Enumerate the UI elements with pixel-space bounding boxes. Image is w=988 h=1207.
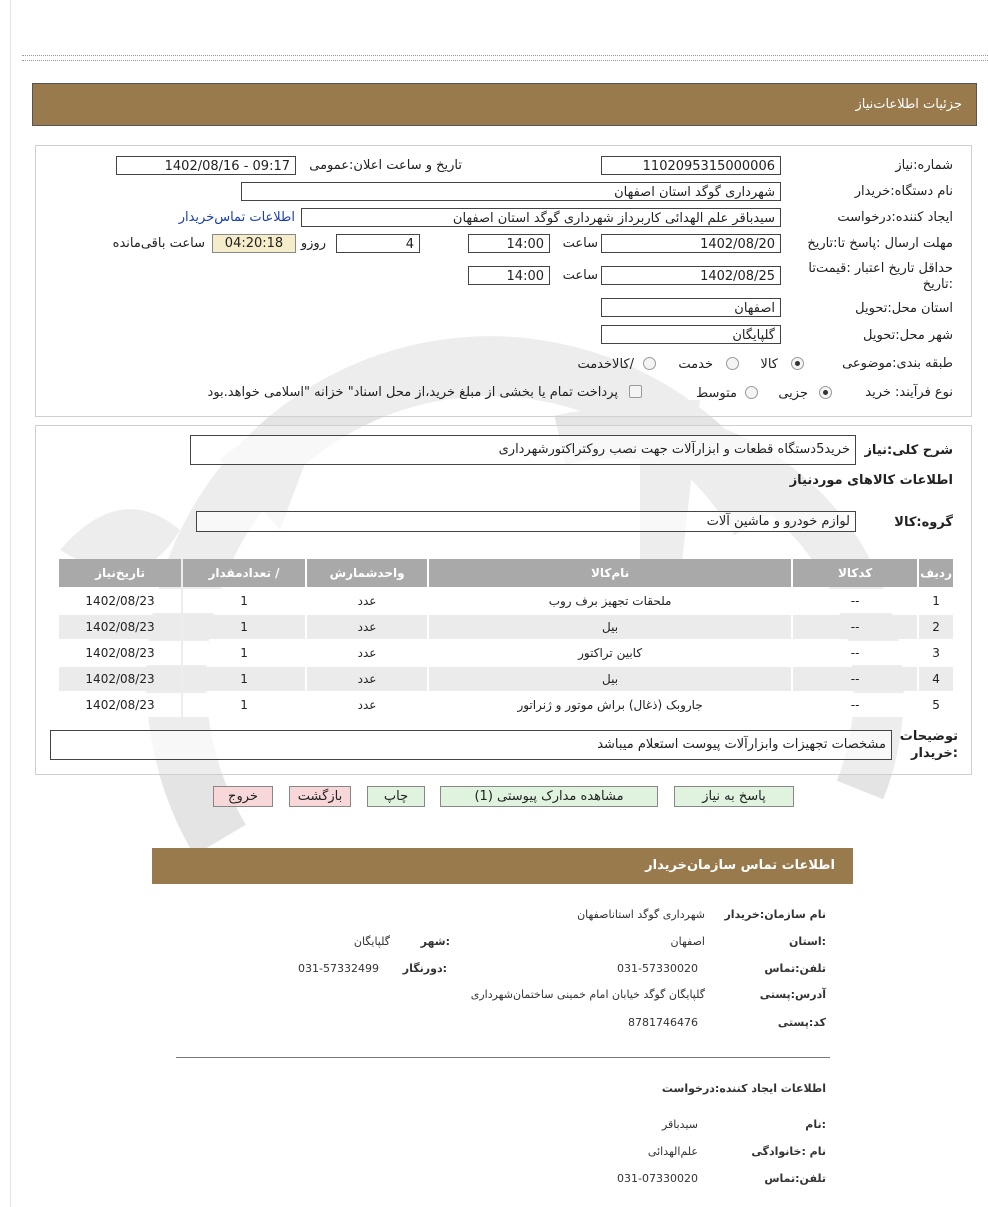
- cell-qty: 1: [183, 667, 305, 691]
- requester-family-value: علم‌الهدائی: [647, 1145, 698, 1158]
- requester-phone-value: 031-07330020: [617, 1172, 698, 1185]
- requester-name-label: :نام: [805, 1118, 826, 1131]
- buyer-notes-label: توضیحات :خریدار: [899, 729, 958, 761]
- table-header-row: [59, 559, 953, 587]
- category-both-radio[interactable]: [643, 357, 656, 370]
- goods-info-title: اطلاعات کالاهای مورد‌نیاز: [789, 473, 953, 488]
- category-label: طبقه بندی:موضوعی: [842, 356, 953, 371]
- cell-row: 4: [919, 667, 953, 691]
- view-documents-button[interactable]: مشاهده مدارک پیوستی (1): [440, 786, 658, 807]
- contact-province-value: اصفهان: [670, 935, 705, 948]
- contact-postal-value: 8781746476: [628, 1016, 698, 1029]
- requester-phone-label: تلفن:تماس: [764, 1172, 826, 1185]
- table-row: [59, 589, 953, 613]
- contact-fax-label: :دورنگار: [402, 962, 447, 975]
- validity-date-field[interactable]: 1402/08/25: [601, 266, 781, 285]
- col-row: ردیف: [919, 559, 953, 587]
- col-qty: / تعدادمقدار: [183, 559, 305, 587]
- table-row: [59, 641, 953, 665]
- table-row: [59, 693, 953, 717]
- remaining-label: ساعت باقی‌مانده: [112, 236, 205, 251]
- treasury-payment-checkbox[interactable]: [629, 385, 642, 398]
- process-medium-label: متوسط: [696, 386, 737, 401]
- contact-phone-value: 031-57330020: [617, 962, 698, 975]
- cell-code: --: [793, 693, 917, 717]
- validity-time-field[interactable]: 14:00: [468, 266, 550, 285]
- cell-code: --: [793, 615, 917, 639]
- city-field[interactable]: گلپایگان: [601, 325, 781, 344]
- cell-qty: 1: [183, 615, 305, 639]
- contact-phone-label: تلفن:تماس: [764, 962, 826, 975]
- exit-button[interactable]: خروج: [213, 786, 273, 807]
- category-service-label: خدمت: [678, 357, 713, 372]
- province-label: استان محل:تحویل: [855, 301, 953, 316]
- send-deadline-label: مهلت ارسال :پاسخ تا:تاریخ: [807, 236, 953, 251]
- creator-label: ایجاد کننده:درخواست: [837, 210, 953, 225]
- cell-name: جاروبک (ذغال) براش موتور و ژنراتور: [429, 693, 791, 717]
- requester-name-value: سیدباقر: [661, 1118, 698, 1131]
- announce-field[interactable]: 1402/08/16 - 09:17: [116, 156, 296, 175]
- contact-org-value: شهرداری گوگد استاناصفهان: [577, 908, 705, 921]
- table-row: [59, 667, 953, 691]
- process-label: نوع فرآیند: خرید: [865, 385, 953, 400]
- cell-row: 2: [919, 615, 953, 639]
- province-field[interactable]: اصفهان: [601, 298, 781, 317]
- send-time-field[interactable]: 14:00: [468, 234, 550, 253]
- process-medium-radio[interactable]: [745, 386, 758, 399]
- category-service-radio[interactable]: [726, 357, 739, 370]
- contact-province-label: :استان: [789, 935, 826, 948]
- buyer-contact-link[interactable]: اطلاعات تماس‌خریدار: [178, 210, 295, 225]
- process-partial-label: جزیی: [778, 386, 808, 401]
- cell-code: --: [793, 589, 917, 613]
- cell-name: ملحقات تجهیز برف روب: [429, 589, 791, 613]
- breadcrumb: جزئیات اطلاعات‌نیاز: [855, 97, 962, 112]
- back-button[interactable]: بازگشت: [289, 786, 351, 807]
- announce-label: تاریخ و ساعت اعلان:عمومی: [309, 158, 462, 173]
- table-row: [59, 615, 953, 639]
- col-unit: واحدشمارش: [307, 559, 427, 587]
- process-partial-radio[interactable]: [819, 386, 832, 399]
- requester-title: اطلاعات ایجاد کننده:درخواست: [661, 1082, 826, 1095]
- contact-section-title: اطلاعات تماس سازمان‌خریدار: [645, 858, 835, 873]
- send-date-field[interactable]: 1402/08/20: [601, 234, 781, 253]
- contact-section-header: [152, 848, 853, 884]
- cell-unit: عدد: [307, 693, 427, 717]
- requester-family-label: نام :خانوادگی: [751, 1145, 826, 1158]
- group-field[interactable]: لوازم خودرو و ماشین آلات: [196, 511, 856, 532]
- goods-table: [57, 557, 955, 719]
- days-field[interactable]: 4: [336, 234, 420, 253]
- cell-name: کابین تراکتور: [429, 641, 791, 665]
- contact-address-label: آدرس:پستی: [759, 988, 826, 1001]
- contact-city-value: گلپایگان: [353, 935, 390, 948]
- contact-org-label: نام سازمان:خریدار: [724, 908, 826, 921]
- description-label: شرح کلی:نیاز: [864, 443, 953, 458]
- cell-row: 5: [919, 693, 953, 717]
- need-number-field[interactable]: 1102095315000006: [601, 156, 781, 175]
- cell-date: 1402/08/23: [59, 615, 181, 639]
- col-code: کدکالا: [793, 559, 917, 587]
- contact-city-label: :شهر: [420, 935, 450, 948]
- cell-unit: عدد: [307, 667, 427, 691]
- buyer-org-label: نام دستگاه:خریدار: [854, 184, 953, 199]
- send-time-label: ساعت: [562, 236, 598, 251]
- contact-fax-value: 031-57332499: [298, 962, 379, 975]
- reply-button[interactable]: پاسخ به نیاز: [674, 786, 794, 807]
- cell-date: 1402/08/23: [59, 641, 181, 665]
- buyer-notes-field[interactable]: مشخصات تجهیزات وابزارآلات پیوست استعلام میباشد: [50, 730, 892, 760]
- group-label: گروه:کالا: [894, 515, 953, 530]
- page-header: [32, 83, 977, 126]
- cell-qty: 1: [183, 589, 305, 613]
- cell-unit: عدد: [307, 589, 427, 613]
- treasury-payment-note: پرداخت تمام یا بخشی از مبلغ خرید،از محل اسناد" خزانه "اسلامی خواهد.بود: [207, 385, 618, 400]
- cell-row: 1: [919, 589, 953, 613]
- creator-field[interactable]: سیدباقر علم الهدائی کاربرداز شهرداری گوگد استان اصفهان: [301, 208, 781, 227]
- cell-date: 1402/08/23: [59, 693, 181, 717]
- category-goods-radio[interactable]: [791, 357, 804, 370]
- cell-unit: عدد: [307, 641, 427, 665]
- contact-address-value: گلپایگان گوگد خیابان امام خمینی ساختمان‌شهرداری: [470, 988, 705, 1001]
- validity-time-label: ساعت: [562, 268, 598, 283]
- print-button[interactable]: چاپ: [367, 786, 425, 807]
- days-label: روزو: [300, 236, 326, 251]
- city-label: شهر محل:تحویل: [863, 328, 953, 343]
- category-both-label: /کالاخدمت: [577, 357, 634, 372]
- validity-label: حداقل تاریخ اعتبار :قیمت‌تا :تاریخ: [808, 261, 953, 292]
- cell-row: 3: [919, 641, 953, 665]
- top-divider: [22, 55, 988, 61]
- category-goods-label: کالا: [760, 357, 778, 372]
- need-number-label: شماره:نیاز: [895, 158, 953, 173]
- cell-code: --: [793, 667, 917, 691]
- contact-postal-label: کد:پستی: [777, 1016, 826, 1029]
- section-divider: [176, 1057, 830, 1058]
- cell-code: --: [793, 641, 917, 665]
- col-name: نام‌کالا: [429, 559, 791, 587]
- cell-name: بیل: [429, 615, 791, 639]
- remaining-time: 04:20:18: [212, 234, 296, 253]
- left-border: [10, 0, 11, 1207]
- cell-qty: 1: [183, 641, 305, 665]
- cell-date: 1402/08/23: [59, 589, 181, 613]
- cell-qty: 1: [183, 693, 305, 717]
- buyer-org-field[interactable]: شهرداری گوگد استان اصفهان: [241, 182, 781, 201]
- cell-name: بیل: [429, 667, 791, 691]
- cell-date: 1402/08/23: [59, 667, 181, 691]
- cell-unit: عدد: [307, 615, 427, 639]
- col-date: تاریخ‌نیاز: [59, 559, 181, 587]
- description-field[interactable]: خرید5دستگاه قطعات و ابزارآلات جهت نصب روکتراکتورشهرداری: [190, 435, 856, 465]
